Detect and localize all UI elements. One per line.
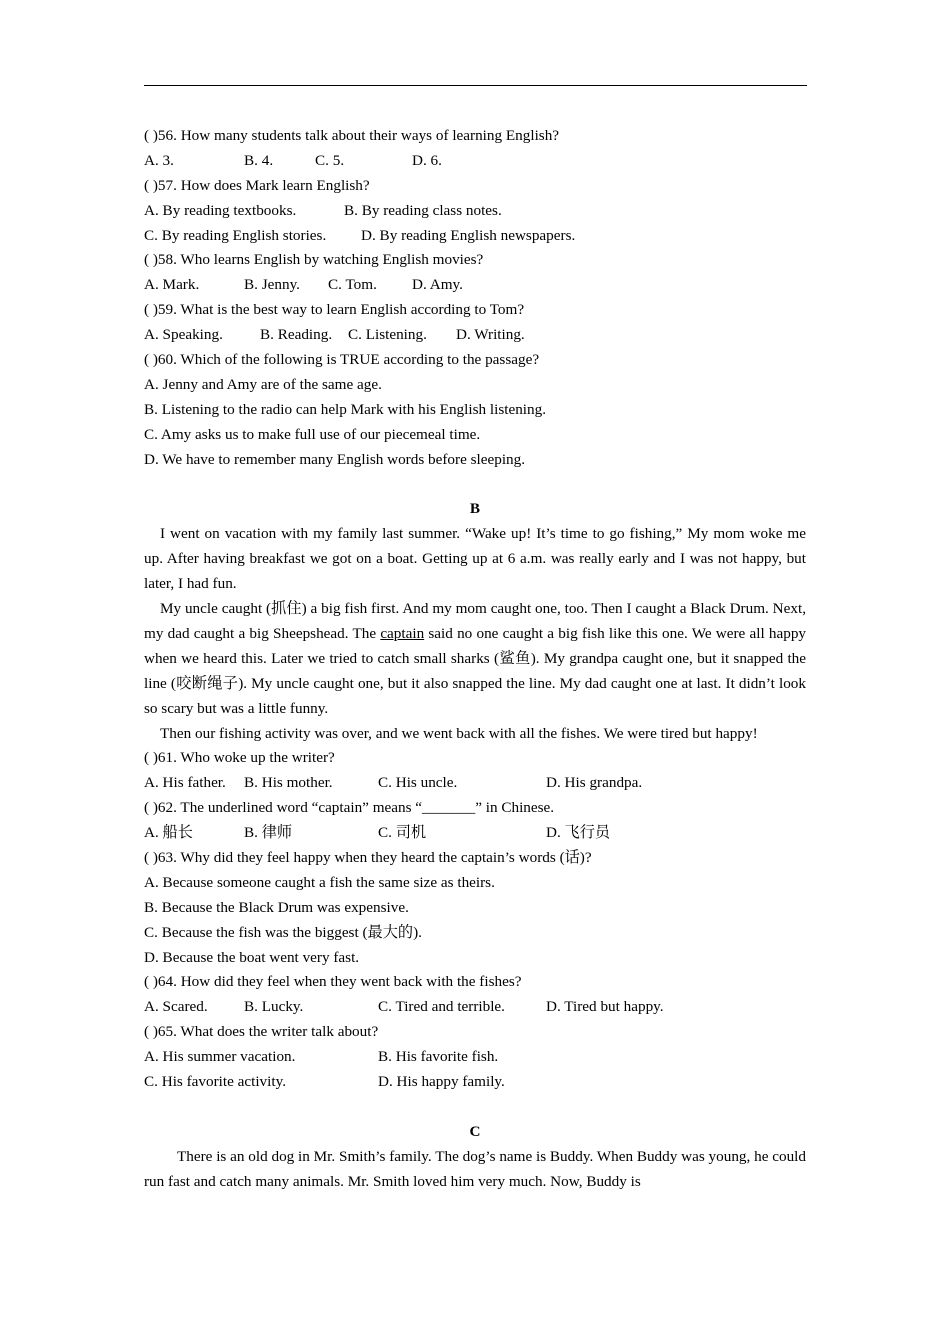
option-c: C. His uncle. (378, 774, 458, 792)
option-b: B. His favorite fish. (378, 1048, 499, 1066)
option-b: B. His mother. (244, 774, 333, 792)
section-c-heading: C (469, 1122, 481, 1140)
option-d: D. We have to remember many English words before sleeping. (144, 450, 526, 468)
section-b-heading: B (469, 500, 481, 518)
header-rule (144, 85, 807, 86)
question-61: ( )61. Who woke up the writer? (144, 749, 335, 767)
question-56-options (144, 149, 806, 174)
option-c: C. 5. (315, 151, 345, 169)
option-d: D. Amy. (412, 276, 463, 294)
section-b-paragraph-1: I went on vacation with my family last summer. “Wake up! It’s time to go fishing,” My mom woke me up. After having breakfast we got on a boat. Getting up at 6 a.m. was really early and I was not happy, but later, I had fun. (144, 525, 806, 593)
option-a: A. Mark. (144, 276, 200, 294)
option-b: B. Reading. (260, 326, 333, 344)
option-a: A. Because someone caught a fish the same size as theirs. (144, 873, 495, 891)
option-a: A. Scared. (144, 998, 208, 1016)
option-b: B. Jenny. (244, 276, 300, 294)
question-59: ( )59. What is the best way to learn English according to Tom? (144, 301, 525, 319)
option-c: C. By reading English stories. (144, 226, 327, 244)
option-d: D. Because the boat went very fast. (144, 948, 360, 966)
option-a: A. Jenny and Amy are of the same age. (144, 375, 382, 393)
option-d: D. By reading English newspapers. (361, 226, 576, 244)
option-a: A. His father. (144, 774, 226, 792)
question-59-options (144, 323, 806, 348)
question-65-options-cd (144, 1070, 806, 1095)
paragraph-text: said no one caught a big fish like this one. We were all happy when we heard this. Later we tried to catch small sharks (鲨鱼). My grandpa caught one, but it snapped the line (咬断绳子). My uncle caught one, but it also snapped the line. My dad caught one at last. It didn’t look so scary but was a little funny. (144, 624, 807, 717)
option-d: D. 飞行员 (546, 824, 611, 842)
section-c-paragraph-1: There is an old dog in Mr. Smith’s family. The dog’s name is Buddy. When Buddy was young, he could run fast and catch many animals. Mr. Smith loved him very much. Now, Buddy is (144, 1147, 806, 1190)
question-65: ( )65. What does the writer talk about? (144, 1023, 379, 1041)
option-b: B. Lucky. (244, 998, 304, 1016)
question-58: ( )58. Who learns English by watching English movies? (144, 251, 484, 269)
option-d: D. His grandpa. (546, 774, 643, 792)
option-c: C. Because the fish was the biggest (最大的). (144, 923, 422, 941)
section-b-paragraph-3: Then our fishing activity was over, and we went back with all the fishes. We were tired but happy! (160, 724, 758, 742)
question-65-options-ab (144, 1045, 806, 1070)
option-d: D. Tired but happy. (546, 998, 664, 1016)
option-c: C. 司机 (378, 824, 427, 842)
option-d: D. His happy family. (378, 1073, 505, 1090)
option-a: A. 3. (144, 151, 174, 169)
question-56: ( )56. How many students talk about their ways of learning English? (144, 127, 560, 144)
document-body (144, 124, 806, 1195)
option-a: A. By reading textbooks. (144, 201, 297, 219)
question-57: ( )57. How does Mark learn English? (144, 176, 370, 194)
question-58-options (144, 273, 806, 298)
option-b: B. Because the Black Drum was expensive. (144, 898, 409, 916)
question-60: ( )60. Which of the following is TRUE according to the passage? (144, 351, 540, 369)
option-a: A. Speaking. (144, 326, 223, 344)
option-c: C. Amy asks us to make full use of our piecemeal time. (144, 425, 481, 443)
question-57-options-ab (144, 199, 806, 224)
option-b: B. By reading class notes. (344, 201, 502, 219)
option-d: D. Writing. (456, 326, 525, 344)
question-57-options-cd (144, 224, 806, 249)
option-c: C. Tom. (328, 276, 377, 294)
question-64: ( )64. How did they feel when they went back with the fishes? (144, 973, 522, 991)
option-b: B. 4. (244, 151, 274, 169)
option-b: B. 律师 (244, 824, 293, 842)
option-a: A. 船长 (144, 824, 193, 842)
option-c: C. Tired and terrible. (378, 998, 505, 1016)
question-64-options (144, 995, 806, 1020)
question-62: ( )62. The underlined word “captain” means “_______” in Chinese. (144, 799, 555, 817)
option-d: D. 6. (412, 151, 442, 169)
question-61-options (144, 771, 806, 796)
section-b-paragraph-2 (144, 597, 806, 722)
option-b: B. Listening to the radio can help Mark with his English listening. (144, 400, 546, 418)
option-c: C. His favorite activity. (144, 1073, 286, 1090)
underlined-word-captain: captain (380, 624, 425, 642)
question-62-options (144, 821, 806, 846)
question-63: ( )63. Why did they feel happy when they heard the captain’s words (话)? (144, 848, 592, 866)
option-a: A. His summer vacation. (144, 1048, 296, 1066)
paragraph-text: My uncle caught (抓住) a big fish first. And my mom caught one, too. Then I caught a Black Drum. Next, my dad caught a big Sheepshead. The (144, 599, 806, 642)
option-c: C. Listening. (348, 326, 427, 344)
